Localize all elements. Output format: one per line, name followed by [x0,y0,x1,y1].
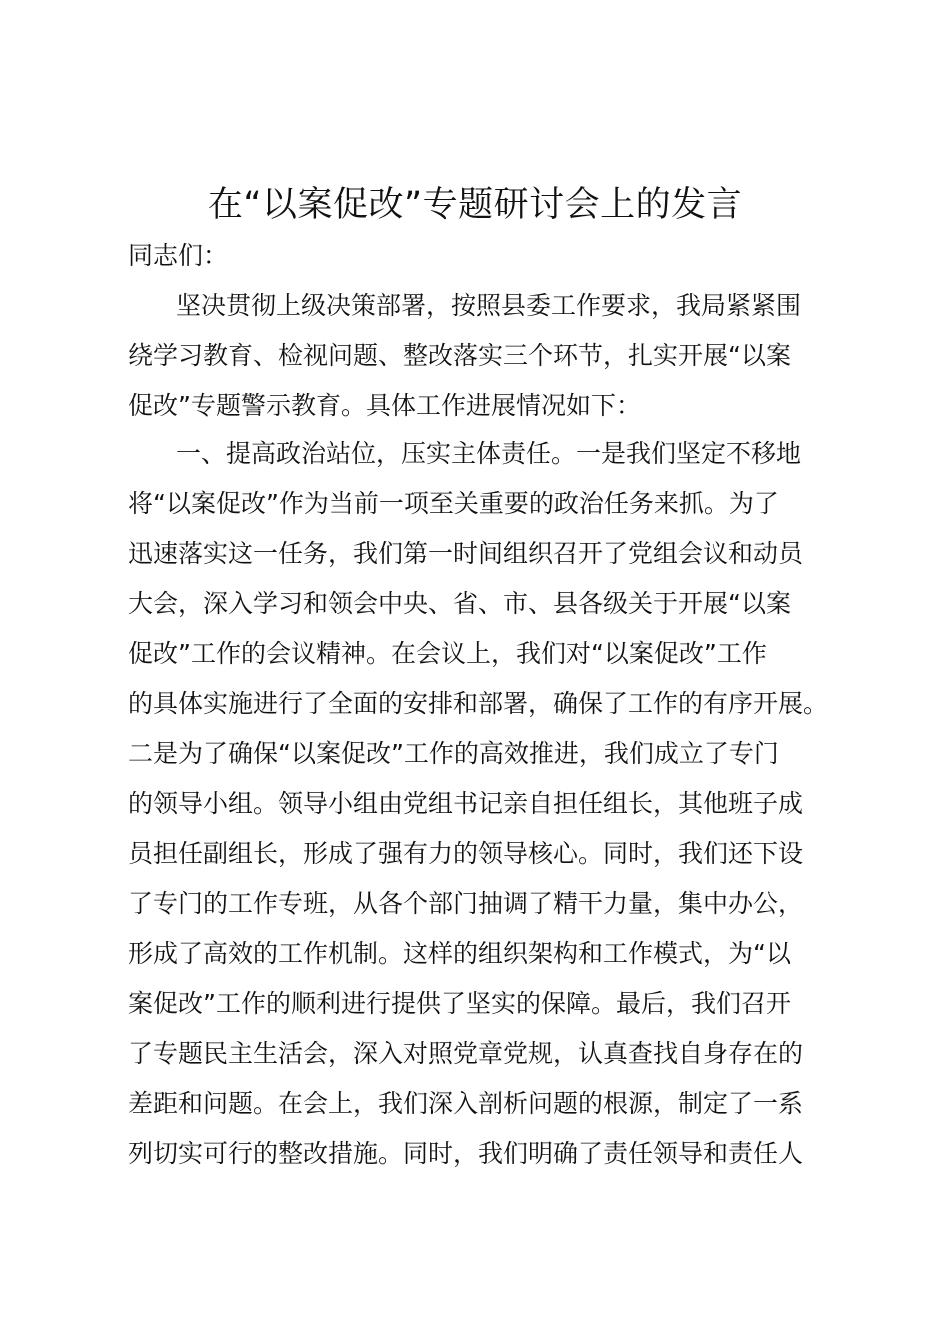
paragraph-line: 大会，深入学习和领会中央、省、市、县各级关于开展“以案 [128,589,791,618]
paragraph-line: 绕学习教育、检视问题、整改落实三个环节，扎实开展“以案 [128,341,791,370]
paragraph-line: 差距和问题。在会上，我们深入剖析问题的根源，制定了一系 [128,1089,804,1118]
document-title: 在“以案促改”专题研讨会上的发言 [207,185,743,225]
paragraph-line: 案促改”工作的顺利进行提供了坚实的保障。最后，我们召开 [128,989,791,1018]
paragraph-line: 二是为了确保“以案促改”工作的高效推进，我们成立了专门 [128,739,779,768]
paragraph-line: 列切实可行的整改措施。同时，我们明确了责任领导和责任人 [128,1139,804,1168]
paragraph-line: 促改”工作的会议精神。在会议上，我们对“以案促改”工作 [128,639,767,668]
paragraph-line: 员担任副组长，形成了强有力的领导核心。同时，我们还下设 [128,839,804,868]
paragraph-line: 将“以案促改”作为当前一项至关重要的政治任务来抓。为了 [128,489,779,518]
paragraph-line: 一、提高政治站位，压实主体责任。一是我们坚定不移地 [176,439,802,468]
paragraph-line: 迅速落实这一任务，我们第一时间组织召开了党组会议和动员 [128,539,804,568]
paragraph-line: 形成了高效的工作机制。这样的组织架构和工作模式，为“以 [128,939,791,968]
paragraph-line: 了专题民主生活会，深入对照党章党规，认真查找自身存在的 [128,1039,804,1068]
paragraph-line: 的领导小组。领导小组由党组书记亲自担任组长，其他班子成 [128,789,804,818]
paragraph-line: 了专门的工作专班，从各个部门抽调了精干力量，集中办公， [128,889,804,918]
salutation: 同志们： [128,241,229,270]
paragraph-line: 坚决贯彻上级决策部署，按照县委工作要求，我局紧紧围 [176,291,802,320]
paragraph-line: 促改”专题警示教育。具体工作进展情况如下： [128,391,641,420]
paragraph-line: 的具体实施进行了全面的安排和部署，确保了工作的有序开展。 [128,689,829,718]
